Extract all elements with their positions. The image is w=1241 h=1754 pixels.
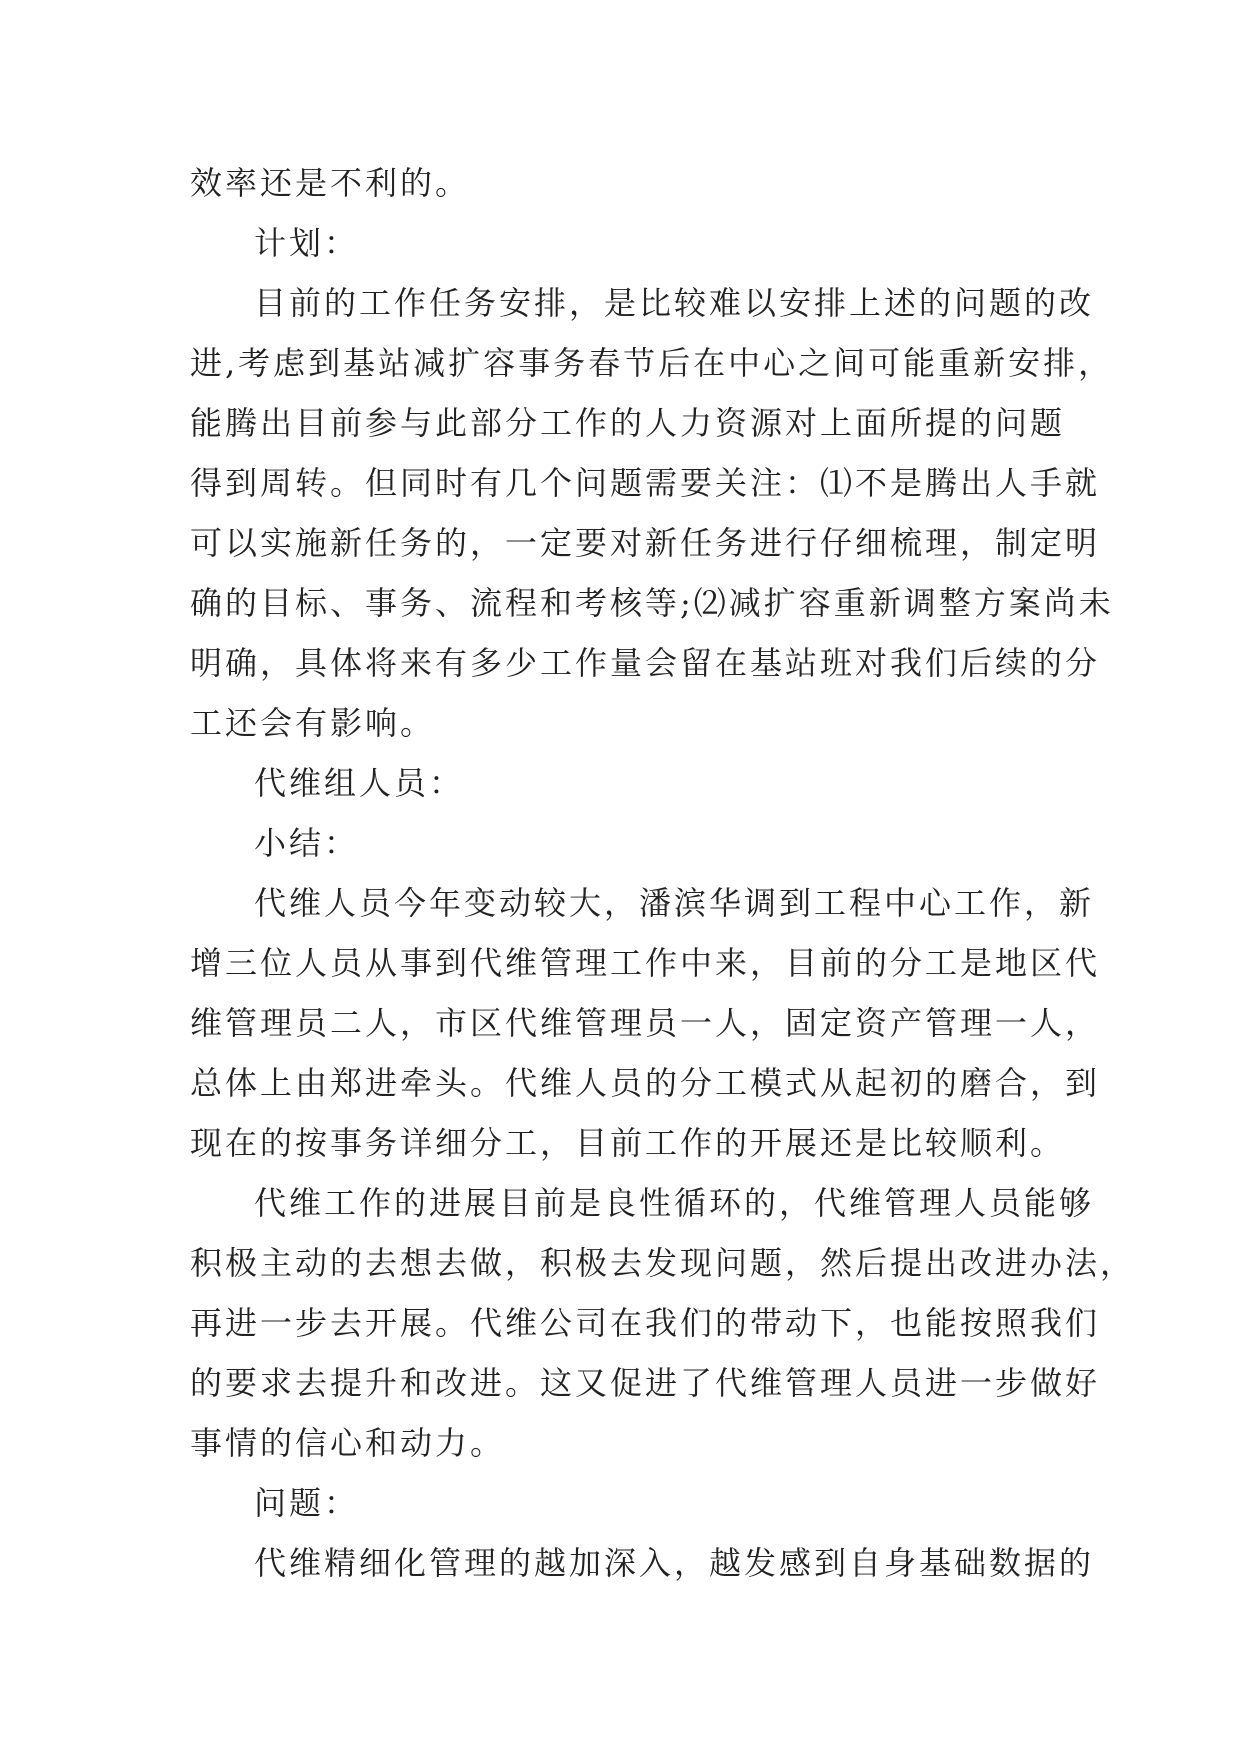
text-line: 明确，具体将来有多少工作量会留在基站班对我们后续的分 [190, 644, 1101, 682]
section-heading-issues: 问题： [254, 1484, 360, 1522]
text-line: 可以实施新任务的，一定要对新任务进行仔细梳理，制定明 [190, 524, 1101, 562]
text-line: 代维精细化管理的越加深入，越发感到自身基础数据的 [254, 1544, 1095, 1582]
text-line: 目前的工作任务安排，是比较难以安排上述的问题的改 [254, 284, 1095, 322]
text-line: 的要求去提升和改进。这又促进了代维管理人员进一步做好 [190, 1364, 1101, 1402]
text-line: 代维人员今年变动较大，潘滨华调到工程中心工作，新 [254, 884, 1095, 922]
text-line: 维管理员二人，市区代维管理员一人，固定资产管理一人， [190, 1004, 1101, 1042]
section-heading-summary: 小结： [254, 824, 360, 862]
section-heading-plan: 计划： [254, 224, 360, 262]
text-line: 现在的按事务详细分工，目前工作的开展还是比较顺利。 [190, 1124, 1066, 1162]
text-line: 效率还是不利的。 [190, 164, 471, 202]
text-line: 事情的信心和动力。 [190, 1424, 506, 1462]
text-line: 积极主动的去想去做，积极去发现问题，然后提出改进办法， [190, 1244, 1136, 1282]
document-body [190, 153, 1136, 1593]
text-line: 代维工作的进展目前是良性循环的，代维管理人员能够 [254, 1184, 1095, 1222]
text-line: 工还会有影响。 [190, 704, 436, 742]
text-line: 确的目标、事务、流程和考核等;⑵减扩容重新调整方案尚未 [190, 584, 1114, 622]
text-line: 能腾出目前参与此部分工作的人力资源对上面所提的问题 [190, 404, 1066, 442]
text-line: 增三位人员从事到代维管理工作中来，目前的分工是地区代 [190, 944, 1101, 982]
text-line: 总体上由郑进牵头。代维人员的分工模式从起初的磨合，到 [190, 1064, 1101, 1102]
text-line: 再进一步去开展。代维公司在我们的带动下，也能按照我们 [190, 1304, 1101, 1342]
section-heading-staff: 代维组人员： [254, 764, 465, 802]
text-line: 进,考虑到基站减扩容事务春节后在中心之间可能重新安排， [190, 344, 1114, 382]
text-line: 得到周转。但同时有几个问题需要关注：⑴不是腾出人手就 [190, 464, 1101, 502]
